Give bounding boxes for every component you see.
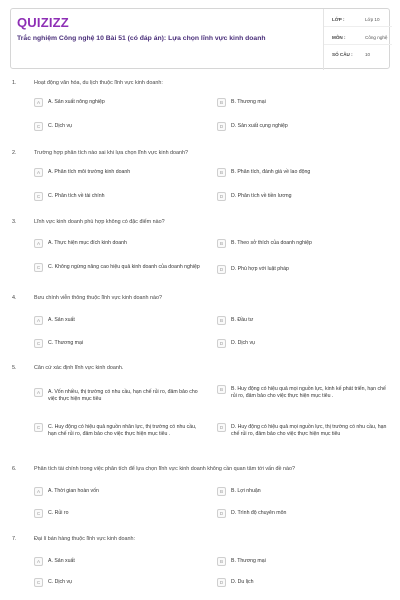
option-text: B. Lợi nhuận <box>231 488 261 494</box>
option-text: A. Phân tích môi trường kinh doanh <box>48 169 131 175</box>
option-letter-badge: A <box>34 98 43 107</box>
meta-panel <box>323 9 391 70</box>
option-letter-badge: D <box>217 578 226 587</box>
option-text: B. Theo sở thích của doanh nghiệp <box>231 240 312 246</box>
option-text: B. Đầu tư <box>231 317 254 323</box>
option-letter-badge: D <box>217 265 226 274</box>
option-letter-badge: A <box>34 168 43 177</box>
question-number: 1. <box>12 80 17 86</box>
option-text: A. Vốn nhiều, thị trường có nhu cầu, hạn chế rủi ro, đảm bảo cho việc thực hiện mục tiêu <box>48 389 198 402</box>
option-letter-badge: B <box>217 385 226 394</box>
option-text: D. Phù hợp với luật pháp <box>231 266 289 272</box>
question-number: 2. <box>12 150 17 156</box>
meta-count-value: 10 <box>365 52 371 57</box>
question-text: Lĩnh vực kinh doanh phù hợp không có đặc điểm nào? <box>34 219 165 225</box>
question-number: 6. <box>12 466 17 472</box>
option-text: C. Phân tích về tài chính <box>48 193 105 199</box>
option-text: D. Sản xuất cụng nghiệp <box>231 123 288 129</box>
meta-subject-label: MÔN : <box>332 35 346 40</box>
question-text: Trường hợp phân tích nào sai khi lựa chọn lĩnh vực kinh doanh? <box>34 150 189 156</box>
option-text: B. Thương mại <box>231 558 266 564</box>
meta-subject <box>324 31 392 45</box>
quizizz-logo[interactable]: QUIZIZZ <box>17 15 69 30</box>
option-letter-badge: C <box>34 578 43 587</box>
option-text: C. Không ngừng nâng cao hiệu quả kinh doanh của doanh nghiệp <box>48 264 200 270</box>
option-letter-badge: B <box>217 239 226 248</box>
option-text: D. Huy động có hiệu quả mọi nguồn lực, thị trường có nhu cầu, hạn chế rủi ro, đảm bảo cho việc thực hiện mục tiêu <box>231 424 387 437</box>
option-text: A. Sản xuất nông nghiệp <box>48 99 105 105</box>
option-text: C. Dịch vụ <box>48 579 72 585</box>
meta-count <box>324 48 392 62</box>
meta-count-label: SỐ CÂU : <box>332 52 353 57</box>
option-text: A. Sản xuất <box>48 317 75 323</box>
question-text: Phân tích tài chính trong việc phân tích để lựa chọn lĩnh vực kinh doanh không cần quan tâm tới vấn đề nào? <box>34 466 295 472</box>
option-letter-badge: D <box>217 339 226 348</box>
question-number: 3. <box>12 219 17 225</box>
option-letter-badge: C <box>34 263 43 272</box>
option-letter-badge: B <box>217 487 226 496</box>
option-letter-badge: B <box>217 98 226 107</box>
question-text: Căn cứ xác định lĩnh vực kinh doanh. <box>34 365 124 371</box>
option-letter-badge: D <box>217 192 226 201</box>
question-text: Bưu chính viễn thông thuộc lĩnh vực kinh doanh nào? <box>34 295 162 301</box>
option-text: D. Phân tích về tiền lương <box>231 193 292 199</box>
option-letter-badge: B <box>217 168 226 177</box>
worksheet-header <box>10 8 390 69</box>
quiz-title: Trắc nghiệm Công nghệ 10 Bài 51 (có đáp án): Lựa chọn lĩnh vực kinh doanh <box>17 35 266 42</box>
option-letter-badge: C <box>34 339 43 348</box>
option-letter-badge: A <box>34 487 43 496</box>
question-text: Hoạt động văn hóa, du lịch thuộc lĩnh vực kinh doanh: <box>34 80 163 86</box>
question-text: Đại lí bán hàng thuộc lĩnh vực kinh doanh: <box>34 536 136 542</box>
option-letter-badge: C <box>34 192 43 201</box>
option-letter-badge: A <box>34 388 43 397</box>
question-number: 5. <box>12 365 17 371</box>
option-text: B. Phân tích, đánh giá về lao động <box>231 169 311 175</box>
option-text: A. Thời gian hoàn vốn <box>48 488 99 494</box>
option-letter-badge: D <box>217 122 226 131</box>
option-text: C. Rủi ro <box>48 510 69 516</box>
meta-grade-label: LỚP : <box>332 17 345 22</box>
option-letter-badge: C <box>34 509 43 518</box>
option-letter-badge: C <box>34 423 43 432</box>
option-letter-badge: A <box>34 557 43 566</box>
meta-grade <box>324 13 392 27</box>
option-text: A. Thực hiện mục đích kinh doanh <box>48 240 127 246</box>
option-text: A. Sản xuất <box>48 558 75 564</box>
option-text: B. Thương mại <box>231 99 266 105</box>
option-text: D. Du lịch <box>231 579 254 585</box>
option-letter-badge: C <box>34 122 43 131</box>
option-text: C. Huy động có hiệu quả nguồn nhân lực, thị trường có nhu cầu, hạn chế rủi ro, đảm bảo cho việc thực hiện mục tiêu . <box>48 424 197 437</box>
option-letter-badge: D <box>217 509 226 518</box>
question-number: 4. <box>12 295 17 301</box>
meta-grade-value: Lớp 10 <box>365 17 380 22</box>
option-letter-badge: A <box>34 239 43 248</box>
question-number: 7. <box>12 536 17 542</box>
option-text: B. Huy động có hiệu quả mọi nguồn lực, kinh kế phát triển, hạn chế rủi ro, đảm bảo cho việc thực hiện mục tiêu . <box>231 386 386 399</box>
option-text: C. Thương mại <box>48 340 84 346</box>
option-letter-badge: A <box>34 316 43 325</box>
option-letter-badge: B <box>217 316 226 325</box>
option-letter-badge: B <box>217 557 226 566</box>
option-text: C. Dịch vụ <box>48 123 72 129</box>
option-text: D. Dịch vụ <box>231 340 255 346</box>
option-text: D. Trình độ chuyên môn <box>231 510 287 516</box>
meta-subject-value: Công nghệ <box>365 35 388 40</box>
option-letter-badge: D <box>217 423 226 432</box>
